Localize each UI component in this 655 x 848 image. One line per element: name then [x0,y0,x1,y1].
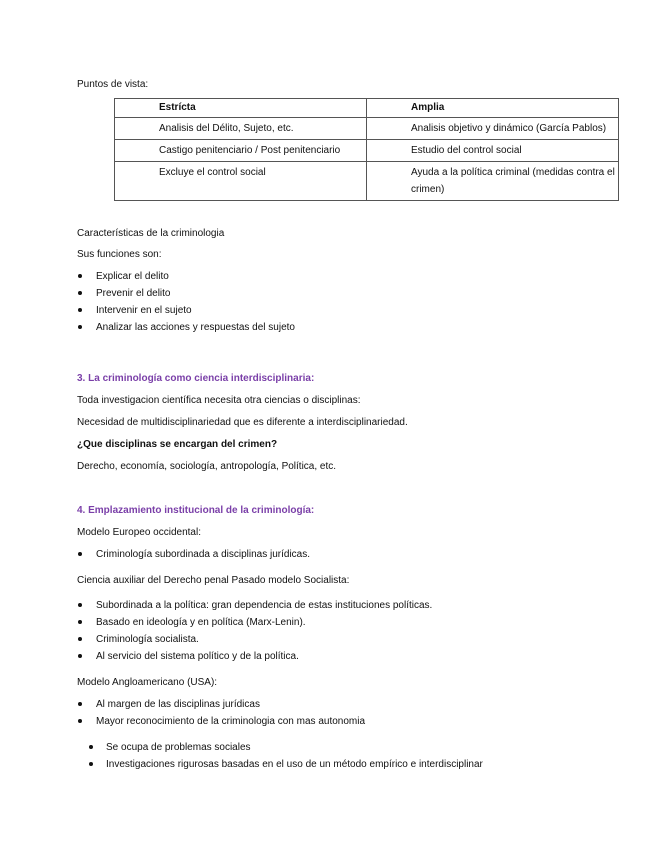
model-title: Ciencia auxiliar del Derecho penal Pasado modelo Socialista: [77,575,350,586]
section-4-heading: 4. Emplazamiento institucional de la criminología: [77,505,315,516]
list-item: Subordinada a la política: gran dependencia de estas instituciones políticas. [96,600,433,611]
bullet-icon [78,274,82,278]
bullet-icon [78,719,82,723]
list-item: Al servicio del sistema político y de la política. [96,651,299,662]
intro-text: Puntos de vista: [77,79,149,90]
bullet-icon [78,654,82,658]
table-header-broad: Amplia [367,99,619,118]
paragraph: Toda investigacion científica necesita otra ciencias o disciplinas: [77,395,361,406]
table-row [115,118,619,140]
bullet-icon [78,308,82,312]
bullet-icon [89,762,93,766]
table-cell: Analisis del Délito, Sujeto, etc. [115,118,367,140]
bullet-icon [78,325,82,329]
table-cell: Excluye el control social [115,162,367,201]
table-cell: Estudio del control social [367,140,619,162]
table-row [115,162,619,201]
table-header-row [115,99,619,118]
list-item: Al margen de las disciplinas jurídicas [96,699,260,710]
bullet-icon [78,603,82,607]
list-item: Intervenir en el sujeto [96,305,192,316]
bullet-icon [89,745,93,749]
list-item: Prevenir el delito [96,288,171,299]
list-item: Analizar las acciones y respuestas del sujeto [96,322,295,333]
bullet-icon [78,637,82,641]
viewpoints-table [114,98,619,201]
bullet-icon [78,291,82,295]
list-item: Criminología subordinada a disciplinas jurídicas. [96,549,310,560]
model-title: Modelo Europeo occidental: [77,527,201,538]
list-item: Mayor reconocimiento de la criminologia con mas autonomia [96,716,366,727]
section-subtitle: Sus funciones son: [77,249,162,260]
table-row [115,140,619,162]
question-text: ¿Que disciplinas se encargan del crimen? [77,439,278,450]
bullet-icon [78,620,82,624]
sub-list-item: Investigaciones rigurosas basadas en el uso de un método empírico e interdisciplinar [106,759,483,770]
bullet-icon [78,702,82,706]
table-cell: Analisis objetivo y dinámico (García Pablos) [367,118,619,140]
list-item: Basado en ideología y en política (Marx-Lenin). [96,617,306,628]
table-header-strict: Estrícta [115,99,367,118]
section-title: Características de la criminologia [77,228,225,239]
sub-list-item: Se ocupa de problemas sociales [106,742,251,753]
table-cell: Castigo penitenciario / Post penitenciario [115,140,367,162]
paragraph: Necesidad de multidisciplinariedad que es diferente a interdisciplinariedad. [77,417,408,428]
list-item: Criminología socialista. [96,634,199,645]
model-title: Modelo Angloamericano (USA): [77,677,218,688]
table-cell: Ayuda a la política criminal (medidas contra el crimen) [367,162,619,201]
bullet-icon [78,552,82,556]
list-item: Explicar el delito [96,271,169,282]
section-3-heading: 3. La criminología como ciencia interdisciplinaria: [77,373,315,384]
paragraph: Derecho, economía, sociología, antropología, Política, etc. [77,461,337,472]
